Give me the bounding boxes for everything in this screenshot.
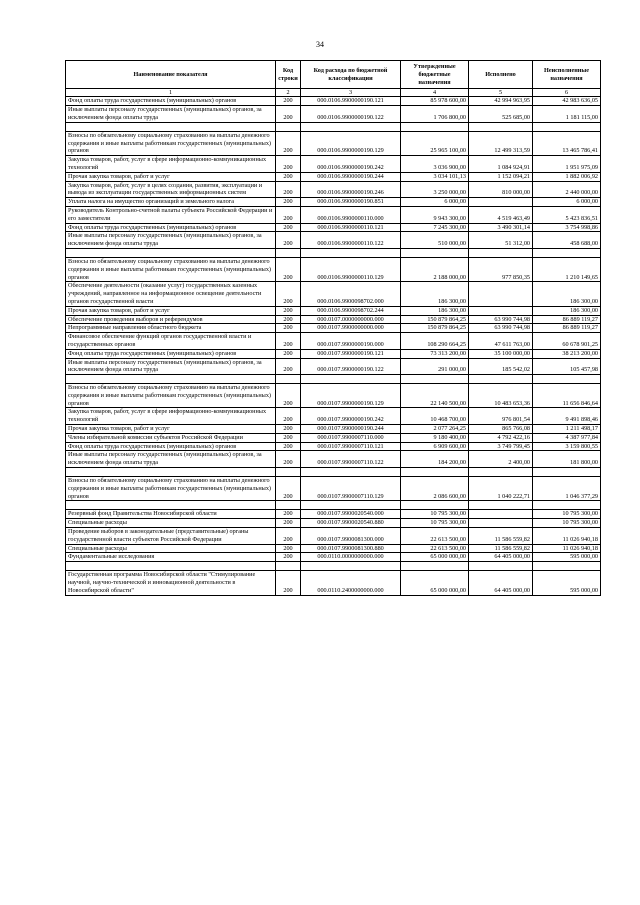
table-row	[66, 181, 601, 198]
row-code-cell: 200	[276, 433, 301, 442]
row-unexecuted-cell: 595 000,00	[533, 571, 601, 595]
row-classification-cell: 000.0107.0000000000.000	[301, 315, 401, 324]
table-row	[66, 282, 601, 306]
row-approved-cell: 22 613 500,00	[401, 528, 469, 545]
row-name-cell: Специальные расходы	[66, 519, 276, 528]
row-approved-cell: 6 000,00	[401, 198, 469, 207]
row-name-cell	[66, 248, 276, 257]
row-unexecuted-cell: 60 678 901,25	[533, 333, 601, 350]
row-code-cell: 200	[276, 172, 301, 181]
row-classification-cell	[301, 248, 401, 257]
row-code-cell: 200	[276, 451, 301, 468]
row-unexecuted-cell: 9 491 898,46	[533, 408, 601, 425]
row-executed-cell: 42 994 963,95	[469, 97, 533, 106]
table-row	[66, 442, 601, 451]
row-executed-cell: 810 000,00	[469, 181, 533, 198]
row-classification-cell: 000.0106.9900098702.244	[301, 306, 401, 315]
row-unexecuted-cell	[533, 122, 601, 131]
row-approved-cell	[401, 122, 469, 131]
row-executed-cell: 63 990 744,98	[469, 315, 533, 324]
row-approved-cell: 150 879 864,25	[401, 315, 469, 324]
row-unexecuted-cell: 11 026 940,18	[533, 528, 601, 545]
header-executed: Исполнено	[469, 61, 533, 89]
row-code-cell: 200	[276, 106, 301, 123]
row-classification-cell: 000.0110.2400000000.000	[301, 571, 401, 595]
row-name-cell: Взносы по обязательному социальному страхованию на выплаты денежного содержания и иные выплаты работникам государственных (муниципальных) органов	[66, 384, 276, 408]
row-classification-cell	[301, 562, 401, 571]
row-code-cell	[276, 122, 301, 131]
row-unexecuted-cell: 181 800,00	[533, 451, 601, 468]
row-approved-cell: 2 188 000,00	[401, 257, 469, 281]
table-row	[66, 408, 601, 425]
row-unexecuted-cell: 6 000,00	[533, 198, 601, 207]
row-name-cell: Прочая закупка товаров, работ и услуг	[66, 306, 276, 315]
row-classification-cell: 000.0107.9900000190.000	[301, 333, 401, 350]
row-unexecuted-cell: 186 300,00	[533, 282, 601, 306]
row-approved-cell: 186 300,00	[401, 306, 469, 315]
row-classification-cell: 000.0106.9900000190.851	[301, 198, 401, 207]
row-approved-cell: 9 943 300,00	[401, 206, 469, 223]
table-row	[66, 349, 601, 358]
row-executed-cell: 4 792 422,16	[469, 433, 533, 442]
row-classification-cell: 000.0107.9900020540.000	[301, 510, 401, 519]
row-unexecuted-cell: 13 465 786,41	[533, 131, 601, 155]
table-row	[66, 257, 601, 281]
row-executed-cell: 525 685,00	[469, 106, 533, 123]
column-number: 6	[533, 89, 601, 97]
row-name-cell: Специальные расходы	[66, 544, 276, 553]
row-executed-cell: 35 100 000,00	[469, 349, 533, 358]
row-executed-cell: 1 152 094,21	[469, 172, 533, 181]
row-executed-cell: 3 749 799,45	[469, 442, 533, 451]
row-code-cell: 200	[276, 519, 301, 528]
row-name-cell: Прочая закупка товаров, работ и услуг	[66, 172, 276, 181]
table-row	[66, 571, 601, 595]
row-executed-cell: 11 586 559,82	[469, 544, 533, 553]
row-executed-cell	[469, 306, 533, 315]
row-executed-cell	[469, 468, 533, 477]
row-approved-cell	[401, 248, 469, 257]
row-name-cell: Прочая закупка товаров, работ и услуг	[66, 425, 276, 434]
row-code-cell: 200	[276, 544, 301, 553]
row-executed-cell	[469, 519, 533, 528]
row-name-cell	[66, 375, 276, 384]
row-code-cell: 200	[276, 223, 301, 232]
table-row	[66, 248, 601, 257]
row-unexecuted-cell	[533, 562, 601, 571]
row-approved-cell: 25 965 100,00	[401, 131, 469, 155]
row-approved-cell	[401, 375, 469, 384]
table-row	[66, 468, 601, 477]
row-name-cell: Фундаментальные исследования	[66, 553, 276, 562]
row-name-cell: Фонд оплаты труда государственных (муниципальных) органов	[66, 442, 276, 451]
row-code-cell: 200	[276, 324, 301, 333]
row-name-cell: Фонд оплаты труда государственных (муниципальных) органов	[66, 349, 276, 358]
row-executed-cell: 51 312,00	[469, 232, 533, 249]
row-unexecuted-cell: 11 656 846,64	[533, 384, 601, 408]
row-unexecuted-cell: 42 983 636,05	[533, 97, 601, 106]
row-unexecuted-cell: 1 882 006,92	[533, 172, 601, 181]
row-code-cell: 200	[276, 282, 301, 306]
row-classification-cell: 000.0107.9900020540.880	[301, 519, 401, 528]
row-code-cell: 200	[276, 408, 301, 425]
row-unexecuted-cell: 1 951 975,09	[533, 156, 601, 173]
row-approved-cell: 6 909 600,00	[401, 442, 469, 451]
row-unexecuted-cell	[533, 248, 601, 257]
row-classification-cell: 000.0107.9900000190.244	[301, 425, 401, 434]
row-classification-cell: 000.0106.9900000110.121	[301, 223, 401, 232]
row-classification-cell: 000.0107.9900000190.121	[301, 349, 401, 358]
row-name-cell	[66, 501, 276, 510]
row-classification-cell: 000.0110.0000000000.000	[301, 553, 401, 562]
row-executed-cell: 11 586 559,82	[469, 528, 533, 545]
row-unexecuted-cell: 38 213 200,00	[533, 349, 601, 358]
row-executed-cell: 10 483 653,36	[469, 384, 533, 408]
row-classification-cell: 000.0106.9900000190.242	[301, 156, 401, 173]
row-name-cell: Фонд оплаты труда государственных (муниципальных) органов	[66, 223, 276, 232]
table-row	[66, 451, 601, 468]
row-code-cell: 200	[276, 181, 301, 198]
row-classification-cell: 000.0106.9900000110.129	[301, 257, 401, 281]
row-unexecuted-cell: 5 423 836,51	[533, 206, 601, 223]
table-row	[66, 375, 601, 384]
table-row	[66, 172, 601, 181]
row-approved-cell: 186 300,00	[401, 282, 469, 306]
row-classification-cell: 000.0106.9900000190.244	[301, 172, 401, 181]
row-classification-cell: 000.0106.9900000190.246	[301, 181, 401, 198]
row-name-cell: Проведение выборов в законодательные (представительные) органы государственной власти субъектов Российской Федерации	[66, 528, 276, 545]
row-name-cell: Закупка товаров, работ, услуг в сфере информационно-коммуникационных технологий	[66, 408, 276, 425]
row-approved-cell: 3 250 000,00	[401, 181, 469, 198]
row-approved-cell: 108 290 664,25	[401, 333, 469, 350]
row-code-cell: 200	[276, 528, 301, 545]
row-classification-cell: 000.0106.9900000190.129	[301, 131, 401, 155]
row-unexecuted-cell	[533, 375, 601, 384]
row-code-cell: 200	[276, 97, 301, 106]
row-name-cell: Члены избирательной комиссии субъектов Российской Федерации	[66, 433, 276, 442]
table-row	[66, 97, 601, 106]
column-number-row	[66, 89, 601, 97]
row-unexecuted-cell: 595 000,00	[533, 553, 601, 562]
row-code-cell: 200	[276, 156, 301, 173]
row-code-cell: 200	[276, 131, 301, 155]
table-row	[66, 562, 601, 571]
row-approved-cell: 150 879 864,25	[401, 324, 469, 333]
row-name-cell: Взносы по обязательному социальному страхованию на выплаты денежного содержания и иные выплаты работникам государственных (муниципальных) органов	[66, 257, 276, 281]
row-approved-cell: 22 613 500,00	[401, 544, 469, 553]
table-row	[66, 433, 601, 442]
row-code-cell: 200	[276, 358, 301, 375]
row-classification-cell: 000.0106.9900000110.122	[301, 232, 401, 249]
row-code-cell: 200	[276, 571, 301, 595]
header-approved: Утвержденные бюджетные назначения	[401, 61, 469, 89]
column-number: 1	[66, 89, 276, 97]
row-code-cell: 200	[276, 425, 301, 434]
row-classification-cell	[301, 122, 401, 131]
row-executed-cell: 4 519 463,49	[469, 206, 533, 223]
table-row	[66, 315, 601, 324]
row-executed-cell: 1 040 222,71	[469, 477, 533, 501]
header-code: Код строки	[276, 61, 301, 89]
row-unexecuted-cell: 3 159 800,55	[533, 442, 601, 451]
row-code-cell: 200	[276, 206, 301, 223]
table-row	[66, 510, 601, 519]
row-code-cell: 200	[276, 198, 301, 207]
row-classification-cell: 000.0107.9900000000.000	[301, 324, 401, 333]
row-unexecuted-cell: 10 795 300,00	[533, 510, 601, 519]
row-unexecuted-cell: 1 211 498,17	[533, 425, 601, 434]
table-row	[66, 324, 601, 333]
table-row	[66, 122, 601, 131]
row-executed-cell: 976 801,54	[469, 408, 533, 425]
row-executed-cell: 12 499 313,59	[469, 131, 533, 155]
row-approved-cell: 10 795 300,00	[401, 510, 469, 519]
column-number: 2	[276, 89, 301, 97]
row-name-cell: Закупка товаров, работ, услуг в целях создания, развития, эксплуатации и вывода из эксплуатации государственных информационных систем	[66, 181, 276, 198]
row-approved-cell: 22 140 500,00	[401, 384, 469, 408]
row-classification-cell: 000.0107.9900000190.129	[301, 384, 401, 408]
row-unexecuted-cell: 1 210 149,65	[533, 257, 601, 281]
table-row	[66, 306, 601, 315]
row-approved-cell: 73 313 200,00	[401, 349, 469, 358]
row-classification-cell	[301, 468, 401, 477]
row-code-cell	[276, 248, 301, 257]
row-unexecuted-cell: 4 387 977,84	[533, 433, 601, 442]
row-classification-cell: 000.0106.9900000190.121	[301, 97, 401, 106]
row-approved-cell: 3 034 101,13	[401, 172, 469, 181]
row-approved-cell: 7 245 300,00	[401, 223, 469, 232]
row-code-cell: 200	[276, 306, 301, 315]
row-code-cell: 200	[276, 333, 301, 350]
row-approved-cell: 291 000,00	[401, 358, 469, 375]
table-row	[66, 131, 601, 155]
row-code-cell	[276, 375, 301, 384]
row-approved-cell: 10 468 700,00	[401, 408, 469, 425]
page-number: 34	[316, 40, 324, 49]
row-name-cell: Фонд оплаты труда государственных (муниципальных) органов	[66, 97, 276, 106]
header-unexecuted: Неисполненные назначения	[533, 61, 601, 89]
row-name-cell	[66, 562, 276, 571]
row-executed-cell: 63 990 744,98	[469, 324, 533, 333]
table-row	[66, 206, 601, 223]
table-row	[66, 477, 601, 501]
row-name-cell: Руководитель Контрольно-счетной палаты субъекта Российской Федерации и его заместители	[66, 206, 276, 223]
table-row	[66, 223, 601, 232]
row-executed-cell	[469, 282, 533, 306]
table-row	[66, 156, 601, 173]
row-code-cell: 200	[276, 349, 301, 358]
header-classification: Код расхода по бюджетной классификации	[301, 61, 401, 89]
table-row	[66, 425, 601, 434]
row-code-cell: 200	[276, 553, 301, 562]
row-name-cell: Обеспечение проведения выборов и референдумов	[66, 315, 276, 324]
row-code-cell	[276, 562, 301, 571]
row-executed-cell	[469, 248, 533, 257]
column-number: 4	[401, 89, 469, 97]
row-code-cell: 200	[276, 315, 301, 324]
row-executed-cell: 64 405 000,00	[469, 571, 533, 595]
row-executed-cell: 47 611 763,00	[469, 333, 533, 350]
row-name-cell	[66, 468, 276, 477]
row-code-cell: 200	[276, 384, 301, 408]
row-name-cell	[66, 122, 276, 131]
row-classification-cell: 000.0107.9900081300.000	[301, 528, 401, 545]
row-unexecuted-cell: 86 889 119,27	[533, 315, 601, 324]
row-unexecuted-cell: 1 181 115,00	[533, 106, 601, 123]
row-approved-cell	[401, 468, 469, 477]
row-approved-cell: 10 795 300,00	[401, 519, 469, 528]
row-classification-cell: 000.0107.9900007110.129	[301, 477, 401, 501]
row-unexecuted-cell: 10 795 300,00	[533, 519, 601, 528]
table-row	[66, 358, 601, 375]
row-executed-cell	[469, 198, 533, 207]
row-approved-cell: 184 200,00	[401, 451, 469, 468]
table-row	[66, 519, 601, 528]
row-name-cell: Взносы по обязательному социальному страхованию на выплаты денежного содержания и иные выплаты работникам государственных (муниципальных) органов	[66, 477, 276, 501]
table-row	[66, 232, 601, 249]
row-name-cell: Иные выплаты персоналу государственных (муниципальных) органов, за исключением фонда оплаты труда	[66, 232, 276, 249]
row-classification-cell: 000.0107.9900081300.880	[301, 544, 401, 553]
row-approved-cell: 65 000 000,00	[401, 553, 469, 562]
row-code-cell: 200	[276, 442, 301, 451]
row-unexecuted-cell: 86 889 119,27	[533, 324, 601, 333]
row-unexecuted-cell: 2 440 000,00	[533, 181, 601, 198]
row-executed-cell: 1 084 924,91	[469, 156, 533, 173]
row-executed-cell: 64 405 000,00	[469, 553, 533, 562]
table-row	[66, 106, 601, 123]
row-classification-cell	[301, 501, 401, 510]
row-executed-cell: 977 850,35	[469, 257, 533, 281]
budget-execution-table	[65, 60, 601, 596]
table-row	[66, 333, 601, 350]
row-name-cell: Непрограммные направления областного бюджета	[66, 324, 276, 333]
row-approved-cell: 85 978 600,00	[401, 97, 469, 106]
row-classification-cell: 000.0107.9900000190.242	[301, 408, 401, 425]
row-approved-cell: 3 036 900,00	[401, 156, 469, 173]
table-row	[66, 553, 601, 562]
row-executed-cell: 865 766,08	[469, 425, 533, 434]
row-name-cell: Финансовое обеспечение функций органов государственной власти и государственных органов	[66, 333, 276, 350]
row-approved-cell: 65 000 000,00	[401, 571, 469, 595]
table-body	[66, 97, 601, 595]
row-unexecuted-cell: 105 457,98	[533, 358, 601, 375]
table-row	[66, 528, 601, 545]
row-unexecuted-cell: 3 754 998,86	[533, 223, 601, 232]
row-name-cell: Закупка товаров, работ, услуг в сфере информационно-коммуникационных технологий	[66, 156, 276, 173]
row-executed-cell	[469, 501, 533, 510]
header-name: Наименование показателя	[66, 61, 276, 89]
row-approved-cell	[401, 501, 469, 510]
row-classification-cell: 000.0107.9900007110.122	[301, 451, 401, 468]
row-executed-cell	[469, 122, 533, 131]
row-classification-cell: 000.0107.9900007110.000	[301, 433, 401, 442]
column-number: 5	[469, 89, 533, 97]
row-approved-cell: 9 180 400,00	[401, 433, 469, 442]
row-approved-cell	[401, 562, 469, 571]
row-classification-cell	[301, 375, 401, 384]
row-classification-cell: 000.0106.9900098702.000	[301, 282, 401, 306]
row-name-cell: Обеспечение деятельности (оказание услуг) государственных казенных учреждений, направленное на информационное освещение деятельности органов государственной власти	[66, 282, 276, 306]
row-name-cell: Резервный фонд Правительства Новосибирской области	[66, 510, 276, 519]
table-row	[66, 384, 601, 408]
row-classification-cell: 000.0107.9900000190.122	[301, 358, 401, 375]
table-row	[66, 544, 601, 553]
row-approved-cell: 510 000,00	[401, 232, 469, 249]
row-approved-cell: 2 086 600,00	[401, 477, 469, 501]
row-code-cell: 200	[276, 232, 301, 249]
table-header-row	[66, 61, 601, 89]
table-row	[66, 198, 601, 207]
row-name-cell: Государственная программа Новосибирской области "Стимулирование научной, научно-технической и инновационной деятельности в Новосибирской области"	[66, 571, 276, 595]
row-code-cell: 200	[276, 477, 301, 501]
row-code-cell	[276, 501, 301, 510]
row-approved-cell: 1 706 800,00	[401, 106, 469, 123]
row-code-cell: 200	[276, 510, 301, 519]
row-unexecuted-cell: 1 046 377,29	[533, 477, 601, 501]
row-classification-cell: 000.0106.9900000190.122	[301, 106, 401, 123]
row-unexecuted-cell: 11 026 940,18	[533, 544, 601, 553]
row-code-cell: 200	[276, 257, 301, 281]
row-executed-cell: 3 490 301,14	[469, 223, 533, 232]
row-classification-cell: 000.0107.9900007110.121	[301, 442, 401, 451]
row-executed-cell	[469, 375, 533, 384]
table-row	[66, 501, 601, 510]
row-name-cell: Иные выплаты персоналу государственных (муниципальных) органов, за исключением фонда оплаты труда	[66, 451, 276, 468]
row-unexecuted-cell	[533, 468, 601, 477]
row-executed-cell: 185 542,02	[469, 358, 533, 375]
row-name-cell: Взносы по обязательному социальному страхованию на выплаты денежного содержания и иные выплаты работникам государственных (муниципальных) органов	[66, 131, 276, 155]
row-executed-cell	[469, 562, 533, 571]
row-name-cell: Уплата налога на имущество организаций и земельного налога	[66, 198, 276, 207]
row-classification-cell: 000.0106.9900000110.000	[301, 206, 401, 223]
row-approved-cell: 2 077 264,25	[401, 425, 469, 434]
column-number: 3	[301, 89, 401, 97]
row-unexecuted-cell: 186 300,00	[533, 306, 601, 315]
row-name-cell: Иные выплаты персоналу государственных (муниципальных) органов, за исключением фонда оплаты труда	[66, 106, 276, 123]
row-executed-cell	[469, 510, 533, 519]
row-code-cell	[276, 468, 301, 477]
row-executed-cell: 2 400,00	[469, 451, 533, 468]
row-unexecuted-cell: 458 688,00	[533, 232, 601, 249]
row-name-cell: Иные выплаты персоналу государственных (муниципальных) органов, за исключением фонда оплаты труда	[66, 358, 276, 375]
row-unexecuted-cell	[533, 501, 601, 510]
